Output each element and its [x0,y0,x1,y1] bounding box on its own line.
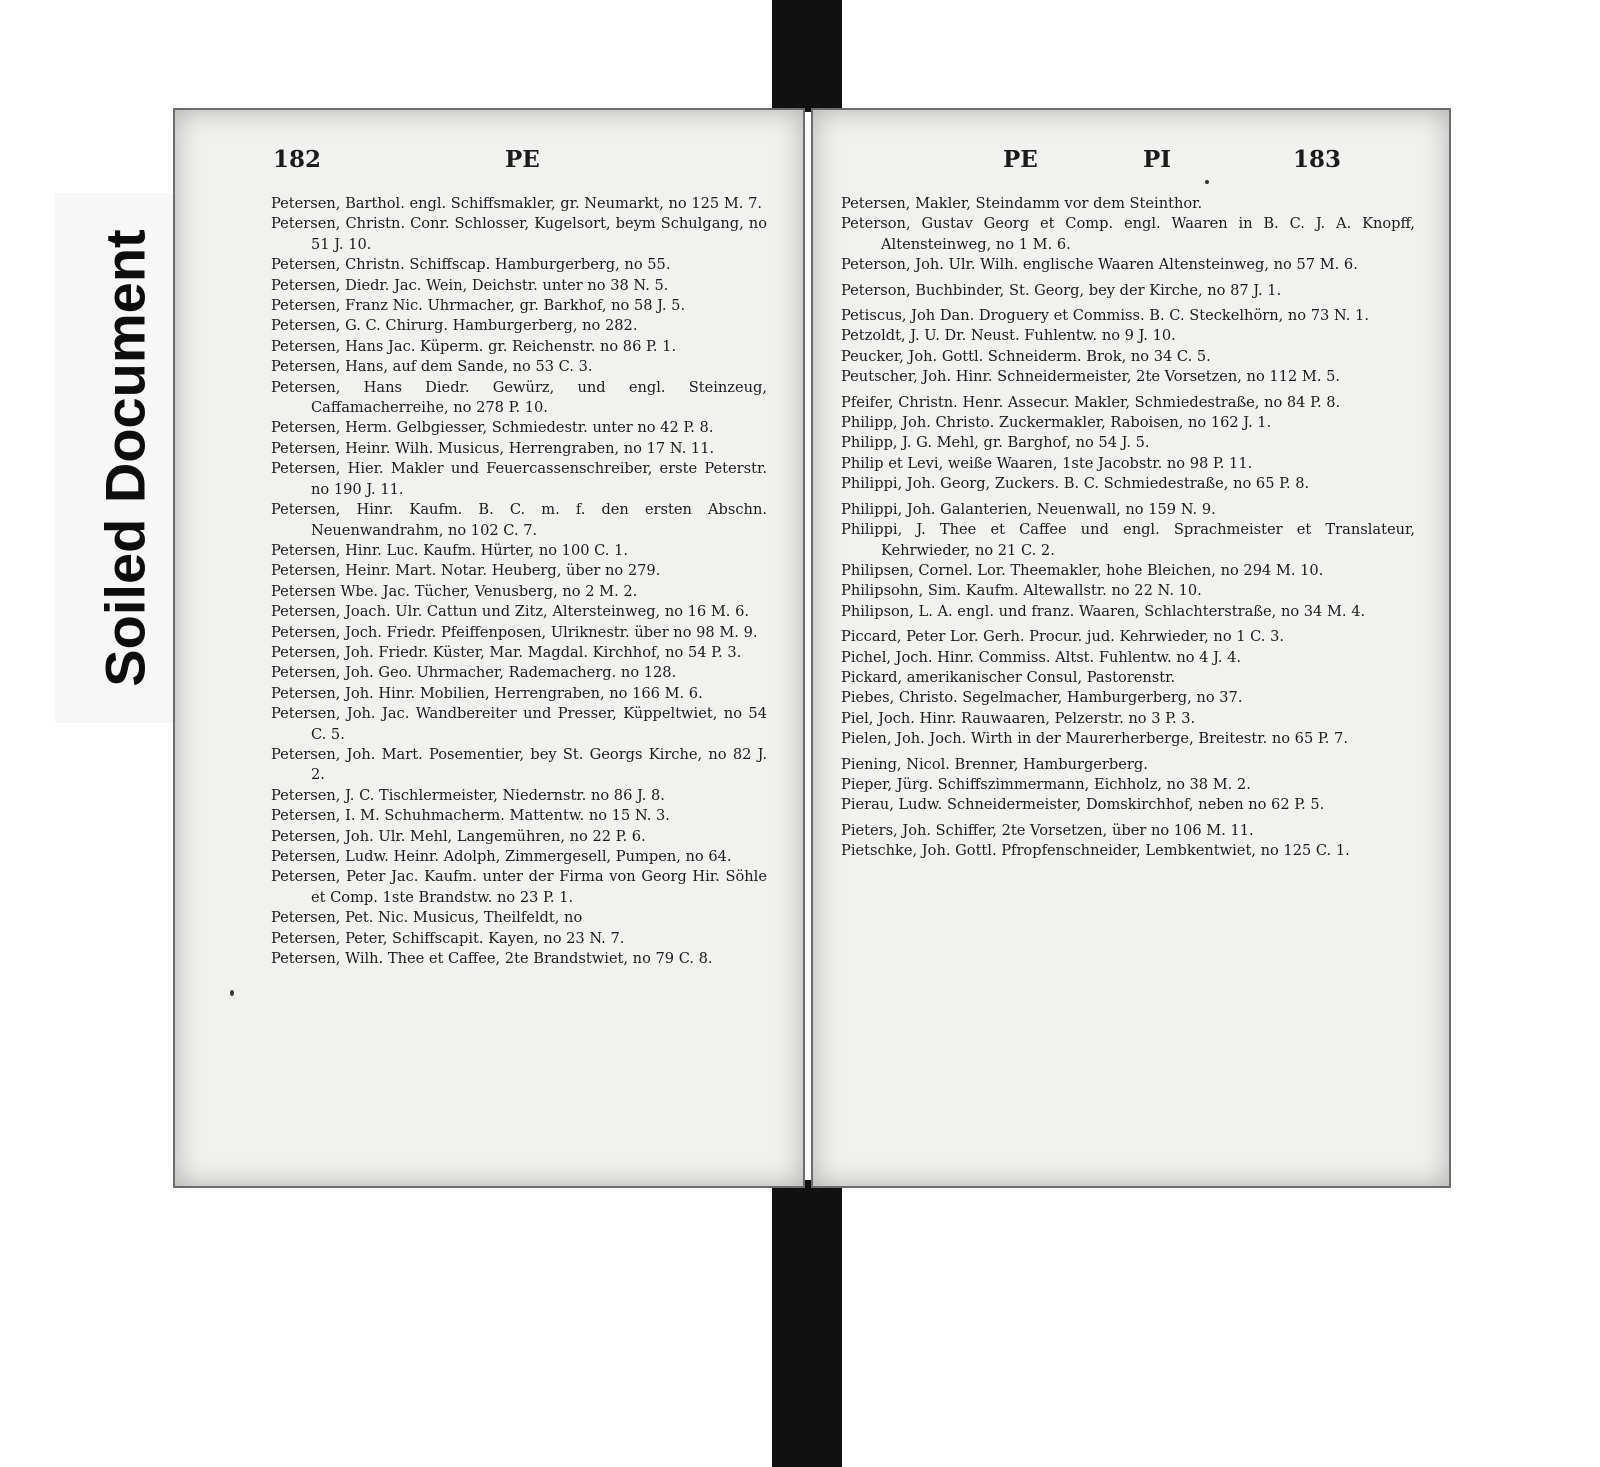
speck [1205,180,1209,184]
directory-entry: Petersen, Joach. Ulr. Cattun und Zitz, Altersteinweg, no 16 M. 6. [271,603,750,621]
directory-entry: Petersen, Wilh. Thee et Caffee, 2te Brandstwiet, no 79 C. 8. [271,950,713,968]
directory-entry: Philippi, J. Thee et Caffee und engl. Sprachmeister et Translateur, Kehrwieder, no 21 C. 2. [841,521,1415,559]
directory-entry: Petersen, Pet. Nic. Musicus, Theilfeldt, no [271,909,583,927]
spine-bar-bottom [772,1180,842,1467]
directory-entry: Petersen, Joh. Hinr. Mobilien, Herrengraben, no 166 M. 6. [271,684,703,702]
soiled-document-label: Soiled Document [93,229,157,687]
directory-entry: Philipson, L. A. engl. und franz. Waaren, Schlachterstraße, no 34 M. 4. [841,602,1366,620]
directory-entry: Petersen, Franz Nic. Uhrmacher, gr. Barkhof, no 58 J. 5. [271,297,686,315]
directory-entry: Petersen, I. M. Schuhmacherm. Mattentw. no 15 N. 3. [271,807,670,825]
directory-entry: Peterson, Joh. Ulr. Wilh. englische Waaren Altensteinweg, no 57 M. 6. [841,256,1358,274]
right-page [811,108,1451,1188]
right-entries [841,194,1415,862]
directory-entry: Peterson, Buchbinder, St. Georg, bey der Kirche, no 87 J. 1. [841,281,1282,299]
directory-entry: Philipp, Joh. Christo. Zuckermakler, Raboisen, no 162 J. 1. [841,414,1272,432]
directory-entry: Petzoldt, J. U. Dr. Neust. Fuhlentw. no 9 J. 10. [841,327,1176,345]
directory-entry: Petersen, Heinr. Mart. Notar. Heuberg, über no 279. [271,562,661,580]
directory-entry: Piel, Joch. Hinr. Rauwaaren, Pelzerstr. no 3 P. 3. [841,709,1196,727]
directory-entry: Pieters, Joh. Schiffer, 2te Vorsetzen, über no 106 M. 11. [841,821,1254,839]
header-letters-left: PE [505,146,540,173]
directory-entry: Piebes, Christo. Segelmacher, Hamburgerberg, no 37. [841,689,1243,707]
header-letters-right-2: PI [1143,146,1172,173]
directory-entry: Pietschke, Joh. Gottl. Pfropfenschneider, Lembkentwiet, no 125 C. 1. [841,842,1350,860]
directory-entry: Petersen, Peter, Schiffscapit. Kayen, no 23 N. 7. [271,929,625,947]
directory-entry: Petersen, Joh. Jac. Wandbereiter und Presser, Küppeltwiet, no 54 C. 5. [271,705,767,743]
directory-entry: Petersen, Hans Jac. Küperm. gr. Reichenstr. no 86 P. 1. [271,337,677,355]
directory-entry: Piccard, Peter Lor. Gerh. Procur. jud. Kehrwieder, no 1 C. 3. [841,628,1285,646]
directory-entry: Petersen, Diedr. Jac. Wein, Deichstr. unter no 38 N. 5. [271,276,669,294]
directory-entry: Pickard, amerikanischer Consul, Pastorenstr. [841,668,1176,686]
directory-entry: Philippi, Joh. Georg, Zuckers. B. C. Schmiedestraße, no 65 P. 8. [841,475,1310,493]
directory-entry: Petersen, Joh. Ulr. Mehl, Langemühren, no 22 P. 6. [271,827,646,845]
directory-entry: Petersen, Christn. Conr. Schlosser, Kugelsort, beym Schulgang, no 51 J. 10. [271,215,767,253]
directory-entry: Philipsohn, Sim. Kaufm. Altewallstr. no 22 N. 10. [841,582,1202,600]
directory-entry: Philipsen, Cornel. Lor. Theemakler, hohe Bleichen, no 294 M. 10. [841,561,1324,579]
directory-entry: Petersen, Joh. Mart. Posementier, bey St. Georgs Kirche, no 82 J. 2. [271,745,767,784]
directory-entry: Petersen, Joh. Friedr. Küster, Mar. Magdal. Kirchhof, no 54 P. 3. [271,643,742,661]
header-letters-right-1: PE [1003,146,1038,173]
directory-entry: Petersen, Hinr. Luc. Kaufm. Hürter, no 100 C. 1. [271,541,629,559]
directory-entry: Pierau, Ludw. Schneidermeister, Domskirchhof, neben no 62 P. 5. [841,796,1325,814]
directory-entry: Petersen, G. C. Chirurg. Hamburgerberg, no 282. [271,317,638,335]
directory-entry: Peutscher, Joh. Hinr. Schneidermeister, 2te Vorsetzen, no 112 M. 5. [841,368,1341,386]
directory-entry: Philip et Levi, weiße Waaren, 1ste Jacobstr. no 98 P. 11. [841,454,1253,472]
directory-entry: Petersen, Makler, Steindamm vor dem Steinthor. [841,195,1203,212]
directory-entry: Peucker, Joh. Gottl. Schneiderm. Brok, no 34 C. 5. [841,347,1211,365]
directory-entry: Petersen, Joch. Friedr. Pfeiffenposen, Ulriknestr. über no 98 M. 9. [271,623,758,641]
left-entries [271,194,767,969]
directory-entry: Piening, Nicol. Brenner, Hamburgerberg. [841,755,1148,773]
directory-entry: Petersen, J. C. Tischlermeister, Niedernstr. no 86 J. 8. [271,786,665,804]
directory-entry: Pielen, Joh. Joch. Wirth in der Maurerherberge, Breitestr. no 65 P. 7. [841,730,1348,748]
right-page-header [813,146,1449,186]
directory-entry: Pieper, Jürg. Schiffszimmermann, Eichholz, no 38 M. 2. [841,775,1251,793]
page-number-right: 183 [1293,146,1342,173]
directory-entry: Petersen, Hans Diedr. Gewürz, und engl. Steinzeug, Caffamacherreihe, no 278 P. 10. [271,378,767,417]
left-page-header [175,146,803,186]
directory-entry: Philippi, Joh. Galanterien, Neuenwall, no 159 N. 9. [841,500,1216,518]
directory-entry: Petersen, Peter Jac. Kaufm. unter der Firma von Georg Hir. Söhle et Comp. 1ste Brandstw. no 23 P. 1. [271,868,767,906]
directory-entry: Petersen, Barthol. engl. Schiffsmakler, gr. Neumarkt, no 125 M. 7. [271,195,762,212]
directory-entry: Petersen, Joh. Geo. Uhrmacher, Rademacherg. no 128. [271,664,677,682]
directory-entry: Petersen, Ludw. Heinr. Adolph, Zimmergesell, Pumpen, no 64. [271,848,732,865]
left-page [173,108,805,1188]
directory-entry: Petersen, Christn. Schiffscap. Hamburgerberg, no 55. [271,256,671,274]
directory-entry: Peterson, Gustav Georg et Comp. engl. Waaren in B. C. J. A. Knopff, Altensteinweg, no 1 M. 6. [841,215,1415,253]
directory-entry: Petersen, Hans, auf dem Sande, no 53 C. 3. [271,358,593,376]
speck [230,990,234,996]
directory-entry: Petiscus, Joh Dan. Droguery et Commiss. B. C. Steckelhörn, no 73 N. 1. [841,307,1369,325]
directory-entry: Petersen, Hinr. Kaufm. B. C. m. f. den ersten Abschn. Neuenwandrahm, no 102 C. 7. [271,501,767,539]
directory-entry: Pfeifer, Christn. Henr. Assecur. Makler, Schmiedestraße, no 84 P. 8. [841,393,1341,411]
directory-entry: Petersen, Heinr. Wilh. Musicus, Herrengraben, no 17 N. 11. [271,439,715,457]
directory-entry: Pichel, Joch. Hinr. Commiss. Altst. Fuhlentw. no 4 J. 4. [841,648,1242,666]
page-number-left: 182 [273,146,322,173]
directory-entry: Petersen Wbe. Jac. Tücher, Venusberg, no 2 M. 2. [271,582,638,600]
directory-entry: Philipp, J. G. Mehl, gr. Barghof, no 54 J. 5. [841,434,1150,452]
directory-entry: Petersen, Hier. Makler und Feuercassenschreiber, erste Peterstr. no 190 J. 11. [271,460,767,498]
directory-entry: Petersen, Herm. Gelbgiesser, Schmiedestr. unter no 42 P. 8. [271,419,714,437]
spine-bar-top [772,0,842,112]
